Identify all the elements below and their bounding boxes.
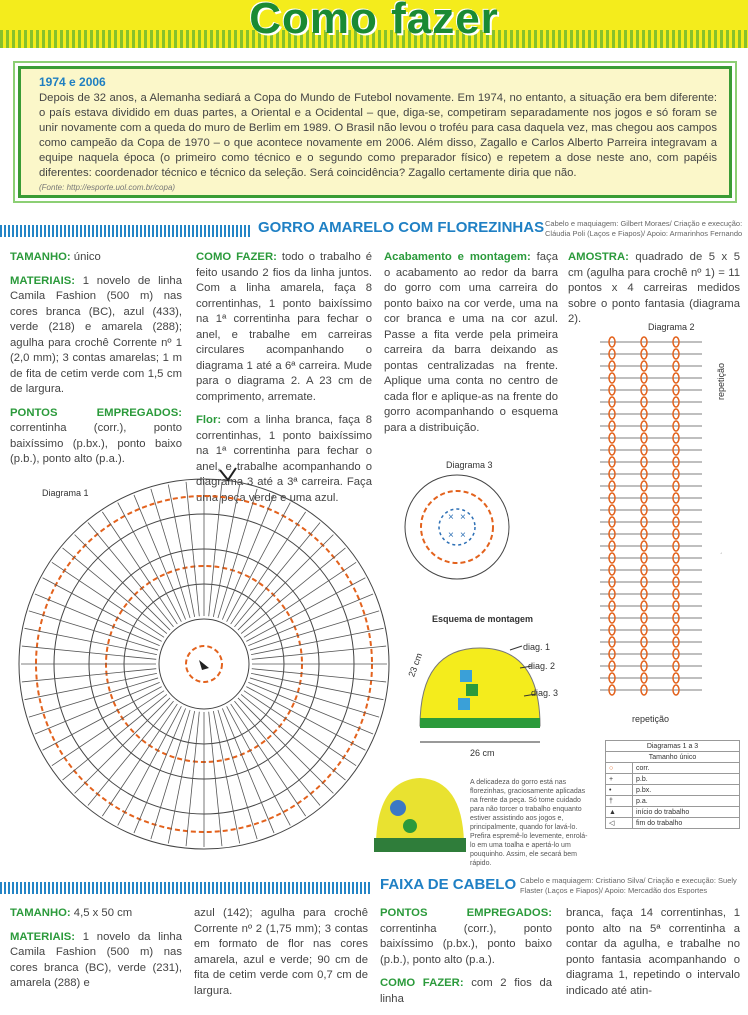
- svg-text:×: ×: [460, 530, 466, 541]
- hat-band: [420, 718, 540, 728]
- stitch-line: [25, 673, 157, 699]
- faixa-materiais-para: [10, 930, 182, 992]
- stitch-line: [88, 523, 174, 627]
- pontos-text: correntinha (corr.), ponto baixíssimo (p.bx.), ponto baixo (p.b.), ponto alto (p.a.).: [10, 422, 182, 465]
- hat-photo-band: [374, 838, 466, 852]
- start-arrow-icon: [199, 660, 209, 670]
- amostra-text: quadrado de 5 x 5 cm (agulha para crochê nº 1) = 11 pontos x 4 carreiras medidos sobre o ponto fantasia (diagrama 2).: [568, 251, 741, 325]
- end-arrow-icon: [220, 468, 236, 480]
- legend-item: p.a.: [633, 796, 740, 807]
- info-box-text: Depois de 32 anos, a Alemanha sediará a Copa do Mundo de Futebol novamente. Em 1974, no entanto, a situação era bem diferente: o país estava dividido em duas partes, a Oriental e a Ocidental – que, diga-se, competiram separadamente nos jogos e só foram se unir novamente com a queda do muro de Berlim em 1989. O Brasil não levou o troféu para casa daquela vez, mas chegou aos campos como campeão da Copa de 1970 – o que acontece novamente em 2006. Além disso, Zagallo e Carlos Alberto Parreira integravam a equipe naquela época (o primeiro como técnico e o segundo como preparador físico) e repetem a dose neste ano, com papéis diferentes: coordenador técnico e técnico da seleção. Será coincidência? Zagallo certamente diria que não.: [39, 92, 717, 179]
- faixa-materiais2: azul (142); agulha para crochê Corrente nº 2 (1,75 mm); 3 contas em formato de flor nas cores amarela, azul e verde; 90 cm de fita de cetim verde com 0,7 cm de largura.: [194, 907, 368, 997]
- stitch-line: [218, 489, 257, 618]
- legend-row: † p.a.: [606, 796, 740, 807]
- stitch-line: [63, 548, 167, 634]
- stitch-line: [35, 594, 160, 646]
- stitch-line: [29, 611, 158, 650]
- stitch-line: [168, 485, 194, 617]
- stitch-line: [218, 710, 257, 839]
- stitch-line: [222, 495, 274, 620]
- stitch-line: [250, 611, 379, 650]
- faixa-tamanho-label: TAMANHO:: [10, 907, 71, 919]
- flower-icon: [460, 670, 472, 682]
- stitch-line: [213, 711, 239, 843]
- acab-para: [384, 250, 558, 436]
- faixa-pontos-label: PONTOS EMPREGADOS:: [380, 907, 552, 919]
- materiais-label: MATERIAIS:: [10, 274, 76, 287]
- gorro-column-1: [10, 250, 182, 476]
- stitch-line: [238, 698, 333, 793]
- section-ticks: [0, 225, 250, 237]
- flor-text: com a linha branca, faça 8 correntinhas, 1 ponto baixíssimo na 1ª correntinha para fechar o anel, e trabalhe acompanhando o diagrama 3 até a 3ª carreira. Faça uma peça verde e uma azul.: [196, 414, 372, 504]
- info-box: [18, 66, 732, 198]
- largura-label: 26 cm: [470, 748, 495, 758]
- header-banner: [0, 0, 748, 48]
- faixa-section-bar: [0, 876, 748, 898]
- faixa-tamanho-value: 4,5 x 50 cm: [73, 907, 133, 919]
- flower-icon: [403, 819, 417, 833]
- diag2-label: diag. 2: [528, 661, 556, 671]
- stitch-line: [29, 678, 158, 717]
- stitch-line: [227, 503, 291, 622]
- hat-photo-body: [376, 778, 464, 842]
- legend-item: p.bx.: [633, 785, 740, 796]
- flor-label: Flor:: [196, 414, 222, 426]
- legend-row: • p.bx.: [606, 785, 740, 796]
- repeticao-horizontal: repetição: [632, 714, 670, 724]
- diag1-pointer: [510, 646, 522, 650]
- legend-title: Diagramas 1 a 3: [606, 741, 740, 752]
- stitch-line: [222, 708, 274, 833]
- faixa-pontos-para: [380, 906, 552, 968]
- stitch-line: [238, 535, 333, 630]
- stitch-line: [241, 548, 345, 634]
- stitch-line: [241, 694, 345, 780]
- flower-icon: [458, 698, 470, 710]
- legend-subtitle: Tamanho único: [606, 752, 740, 763]
- legend-row: ▲ início do trabalho: [606, 807, 740, 818]
- materiais-para: [10, 274, 182, 398]
- flower-icon: [390, 800, 406, 816]
- stitch-line: [213, 485, 239, 617]
- stitch-line: [168, 711, 194, 843]
- altura-label: 23 cm: [406, 651, 425, 679]
- legend: [605, 740, 740, 829]
- svg-text:×: ×: [448, 530, 454, 541]
- stitch-line: [234, 523, 320, 627]
- acab-label: Acabamento e montagem:: [384, 251, 531, 263]
- diagrama3-figure: [400, 470, 515, 585]
- stitch-line: [151, 710, 190, 839]
- faixa-materiais-label: MATERIAIS:: [10, 930, 76, 943]
- section-ticks: [0, 882, 370, 894]
- acab-text: faça o acabamento ao redor da barra do gorro com uma carreira do ponto baixo na cor verde, uma na cor branca e uma na cor azul. Passe a fita verde pela primeira carreira da barra deixando as pontas centralizadas na frente. Aplique uma conta no centro de cada flor e aplique-as na frente do gorro acompanhando o esquema para a distribuição.: [384, 251, 558, 434]
- legend-item: início do trabalho: [633, 807, 740, 818]
- faixa-column-1: [10, 906, 182, 1000]
- stitch-line: [63, 694, 167, 780]
- como-text: todo o trabalho é feito usando 2 fios da linha juntos. Com a linha amarela, faça 8 correntinhas, 1 ponto baixíssimo na 1ª correntinha para fechar o anel, e trabalhe em carreiras circulares acompanhando o diagrama 1 até a 6ª carreira. Mude para o diagrama 2. A 23 cm de comprimento, arremate.: [196, 251, 372, 403]
- legend-row: ◁ fim do trabalho: [606, 818, 740, 829]
- tamanho-para: [10, 250, 182, 266]
- diagrama1-figure: [14, 462, 404, 862]
- diagrama2-rows: [600, 337, 702, 695]
- legend-item: fim do trabalho: [633, 818, 740, 829]
- faixa-column-3: [380, 906, 552, 1015]
- stitch-line: [248, 682, 373, 734]
- diagrama1-label: Diagrama 1: [42, 488, 89, 498]
- info-box-heading: 1974 e 2006: [39, 75, 106, 89]
- faixa-como-label: COMO FAZER:: [380, 977, 464, 989]
- stitch-line: [75, 535, 170, 630]
- svg-text:×: ×: [460, 512, 466, 523]
- hat-photo: [370, 772, 468, 864]
- diagrama3-chain-ring: [421, 491, 493, 563]
- tamanho-label: TAMANHO:: [10, 251, 71, 263]
- legend-item: p.b.: [633, 774, 740, 785]
- diagrama3-label: Diagrama 3: [446, 460, 493, 470]
- faixa-como2: branca, faça 14 correntinhas, 1 ponto alto na 5ª correntinha a contar da agulha, e trabalhe no ponto fantasia acompanhando o diagrama 1, repetindo o intervalo indicado até atin-: [566, 907, 740, 997]
- faixa-materiais-text: 1 novelo da linha Camila Fashion (500 m) nas cores branca (BC), verde (231), amarela (288) e: [10, 930, 182, 989]
- amostra-para: [568, 250, 740, 328]
- stitch-line: [248, 594, 373, 646]
- pontos-label: PONTOS EMPREGADOS:: [10, 406, 182, 419]
- amostra-label: AMOSTRA:: [568, 251, 629, 263]
- info-box-source: (Fonte: http://esporte.uol.com.br/copa): [39, 183, 176, 192]
- diag3-label: diag. 3: [531, 688, 559, 698]
- stitch-line: [75, 698, 170, 793]
- stitch-line: [35, 682, 160, 734]
- stitch-line: [234, 701, 320, 805]
- repeticao-vertical: repetição: [716, 362, 726, 400]
- materiais-text: 1 novelo de linha Camila Fashion (500 m) nas cores branca (BC), azul (433), verde (218) e amarela (288); agulha para crochê Corrente nº 1 (2,0 mm); 3 contas amarelas; 1 m de fita de cetim verde com 1,5 cm de largura.: [10, 274, 182, 395]
- como-label: COMO FAZER:: [196, 251, 277, 263]
- stitch-line: [88, 701, 174, 805]
- page-title: Como fazer: [249, 0, 499, 43]
- esquema-label: Esquema de montagem: [432, 614, 534, 624]
- diagrama3-center: [439, 509, 475, 545]
- legend-item: corr.: [633, 763, 740, 774]
- faixa-tamanho-para: [10, 906, 182, 922]
- diag1-label: diag. 1: [523, 642, 551, 652]
- gorro-credit: Cabelo e maquiagem: Gilbert Moraes/ Criação e execução: Cláudia Poli (Laços e Fiapos)/ Apoio: Armarinhos Fernando: [545, 219, 743, 238]
- gorro-section-bar: [0, 219, 748, 241]
- diagrama2-end-icon: [720, 546, 722, 554]
- svg-text:×: ×: [448, 512, 454, 523]
- stitch-line: [251, 673, 383, 699]
- faixa-como-text: com 2 fios da linha: [380, 977, 553, 1005]
- faixa-credit: Cabelo e maquiagem: Cristiano Silva/ Criação e execução: Suely Flaster (Laços e Fiapos)/ Apoio: Mercadão dos Esportes: [520, 876, 737, 895]
- gorro-title: GORRO AMARELO COM FLOREZINHAS: [258, 219, 545, 236]
- legend-row: + p.b.: [606, 774, 740, 785]
- stitch-line: [151, 489, 190, 618]
- stitch-line: [246, 578, 365, 642]
- diagrama2-figure: [592, 334, 722, 714]
- faixa-title: FAIXA DE CABELO: [380, 876, 517, 893]
- stitch-line: [250, 678, 379, 717]
- stitch-line: [134, 495, 186, 620]
- tamanho-value: único: [73, 251, 101, 263]
- stitch-line: [251, 628, 383, 654]
- pontos-para: [10, 406, 182, 468]
- legend-row: ○ corr.: [606, 763, 740, 774]
- diagrama3-marks: [448, 512, 466, 541]
- photo-caption: A delicadeza do gorro está nas florezinhas, graciosamente aplicadas na frente da peça. Só tome cuidado para não torcer o trabalho enquanto estiver assistindo aos jogos e, principalmente, quando for lavá-lo. Prefira espremê-lo levemente, enrolá-lo em uma toalha e apertá-lo um pouquinho. Assim, ele secará bem rápido.: [470, 779, 588, 867]
- stitch-line: [25, 628, 157, 654]
- stitch-line: [134, 708, 186, 833]
- faixa-pontos-text: correntinha (corr.), ponto baixíssimo (p.bx.), ponto baixo (p.b.), ponto alto (p.a.).: [380, 922, 552, 966]
- flower-icon: [466, 684, 478, 696]
- como-para: [196, 250, 372, 405]
- diagrama2-label: Diagrama 2: [648, 322, 695, 332]
- hat-shape: [420, 648, 540, 726]
- gorro-column-3-top: [384, 250, 558, 450]
